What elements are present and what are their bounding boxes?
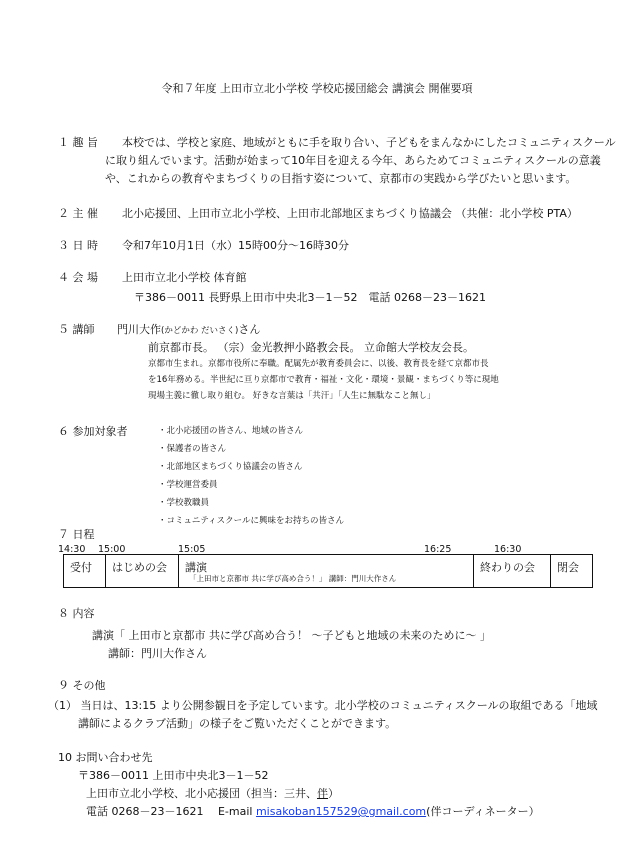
organizer-label: ２ 主 催 bbox=[58, 207, 98, 220]
contact-postal: 〒386－0011 上田市中央北3－1－52 bbox=[78, 769, 269, 782]
schedule-cell-opening: はじめの会 bbox=[106, 555, 179, 587]
audience-item: ・学校教職員 bbox=[158, 498, 210, 508]
speaker-bio-3: 現場主義に徹し取り組む。 好きな言葉は「共汗」「人生に無駄なこと無し」 bbox=[148, 391, 436, 401]
speaker-label: ５ 講師 bbox=[58, 323, 95, 336]
email-link[interactable]: misakoban157529@gmail.com bbox=[255, 805, 427, 818]
other-line-2: 講師によるクラブ活動」の様子をご覧いただくことができます。 bbox=[78, 717, 397, 730]
speaker-bio-2: を16年務める。半世紀に亘り京都市で教育・福祉・文化・環境・景観・まちづくり等に現地 bbox=[148, 375, 499, 385]
schedule-time: 16:30 bbox=[494, 544, 522, 555]
venue-label: ４ 会 場 bbox=[58, 271, 98, 284]
schedule-table bbox=[63, 554, 593, 588]
speaker-kana: (かどかわ だいさく) bbox=[161, 326, 239, 336]
contact-label: 10 お問い合わせ先 bbox=[58, 751, 153, 764]
purpose-label: １ 趣 旨 bbox=[58, 136, 98, 149]
other-label: ９ その他 bbox=[58, 679, 106, 692]
audience-item: ・保護者の皆さん bbox=[158, 444, 227, 454]
schedule-time: 15:05 bbox=[178, 544, 206, 555]
schedule-time: 15:00 bbox=[98, 544, 126, 555]
datetime-label: ３ 日 時 bbox=[58, 239, 98, 252]
organizer-text: 北小応援団、上田市立北小学校、上田市北部地区まちづくり協議会 （共催：北小学校 PTA） bbox=[122, 207, 578, 220]
audience-item: ・北小応援団の皆さん、地域の皆さん bbox=[158, 426, 304, 436]
speaker-honorific: さん bbox=[238, 323, 261, 336]
venue-address: 〒386－0011 長野県上田市中央北3－1－52 電話 0268－23－1621 bbox=[134, 291, 486, 304]
content-lecture: 講演「 上田市と京都市 共に学び高め合う！ ～子どもと地域の未来のために～ 」 bbox=[92, 629, 491, 642]
schedule-cell-close: 閉会 bbox=[557, 561, 579, 574]
other-line-1: （1） 当日は、13:15 より公開参観日を予定しています。北小学校のコミュニティスクールの取組である「地域 bbox=[48, 699, 598, 712]
speaker-name-line bbox=[117, 322, 260, 338]
audience-label: ６ 参加対象者 bbox=[58, 425, 128, 438]
audience-item: ・学校運営委員 bbox=[158, 480, 218, 490]
audience-item: ・コミュニティスクールに興味をお持ちの皆さん bbox=[158, 516, 344, 526]
contact-phone: 電話 0268－23－1621 E-mail bbox=[86, 805, 253, 818]
speaker-bio-1: 京都市生まれ。京都市役所に奉職。配属先が教育委員会に、以後、教育長を経て京都市長 bbox=[148, 359, 489, 369]
purpose-line-2: に取り組んでいます。活動が始まって10年目を迎える今年、あらためてコミュニティスクールの意義 bbox=[105, 154, 601, 167]
audience-item: ・北部地区まちづくり協議会の皆さん bbox=[158, 462, 303, 472]
datetime-text: 令和7年10月1日（水）15時00分～16時30分 bbox=[122, 239, 349, 252]
contact-phone-email bbox=[86, 804, 540, 820]
schedule-time: 16:25 bbox=[424, 544, 452, 555]
schedule-lecture-subtitle: 「上田市と京都市 共に学び高め合う！」 講師：門川大作さん bbox=[189, 574, 397, 583]
venue-name: 上田市立北小学校 体育館 bbox=[122, 271, 247, 284]
purpose-line-3: や、これからの教育やまちづくりの目指す姿について、京都市の実践から学びたいと思います。 bbox=[105, 172, 577, 185]
schedule-cell-closing-ceremony: 終わりの会 bbox=[474, 555, 551, 587]
contact-person: 伴 bbox=[317, 787, 328, 800]
content-lecturer: 講師：門川大作さん bbox=[108, 647, 207, 660]
schedule-cell-reception: 受付 bbox=[64, 555, 106, 587]
contact-organization: 上田市立北小学校、北小応援団（担当：三井、伴） bbox=[86, 787, 339, 800]
schedule-cell-lecture: 講演 「上田市と京都市 共に学び高め合う！」 講師：門川大作さん bbox=[179, 555, 474, 587]
schedule-time: 14:30 bbox=[58, 544, 86, 555]
schedule-label: ７ 日程 bbox=[58, 528, 95, 541]
email-note: (伴コーディネーター） bbox=[426, 805, 540, 818]
page-title: 令和７年度 上田市立北小学校 学校応援団総会 講演会 開催要項 bbox=[161, 82, 473, 95]
purpose-line-1: 本校では、学校と家庭、地域がともに手を取り合い、子どもをまんなかにしたコミュニティスクール bbox=[122, 136, 616, 149]
content-label: ８ 内容 bbox=[58, 607, 95, 620]
speaker-name: 門川大作 bbox=[117, 323, 161, 336]
speaker-title: 前京都市長。 （宗）金光教押小路教会長。 立命館大学校友会長。 bbox=[148, 341, 474, 354]
